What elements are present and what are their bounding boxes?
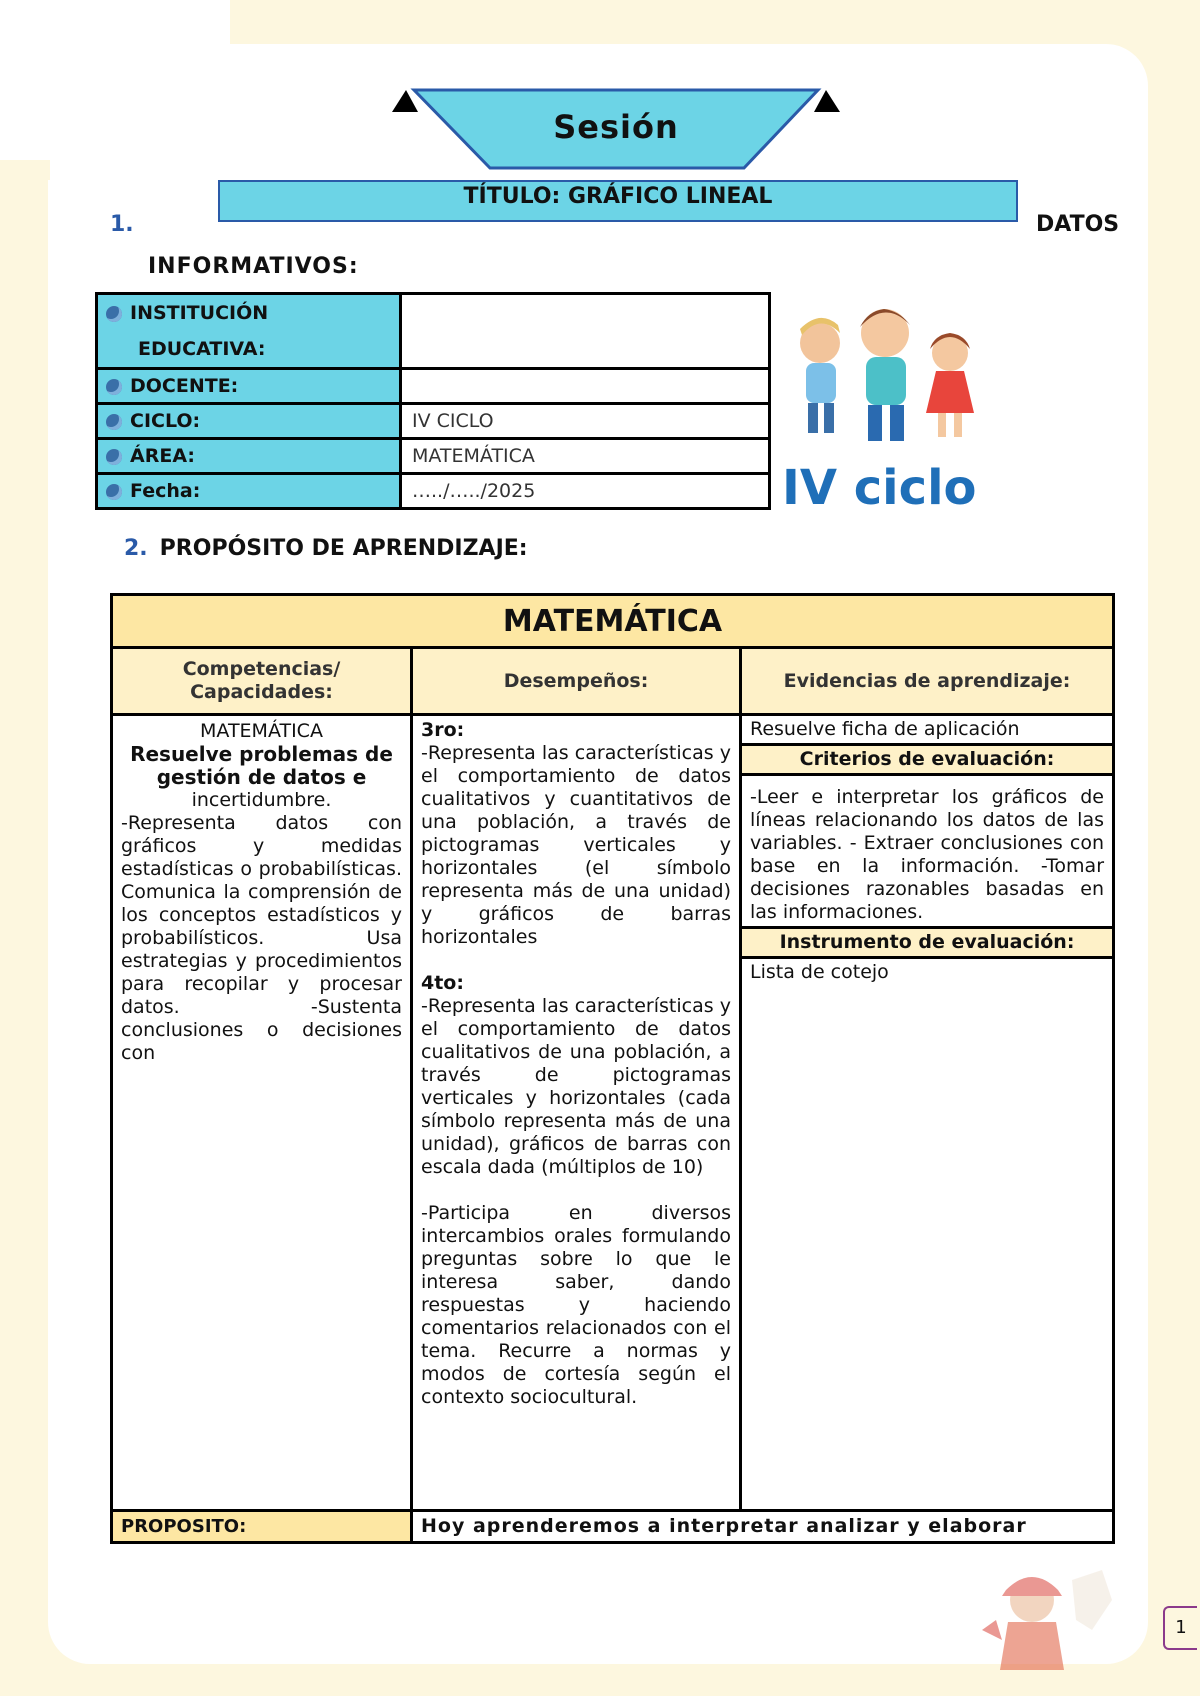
globe-icon (106, 414, 122, 430)
instrumento: Lista de cotejo (750, 961, 889, 983)
des-3-body: -Representa las características y el comportamiento de datos cualitativos y cuantitativos de una población, a través de pictogramas verticales y horizontales (el símbolo representa más de una unidad) y gráficos de barras horizontales (421, 742, 731, 948)
evidencias-inner (742, 716, 1112, 986)
info-value-area: MATEMÁTICA (401, 439, 770, 474)
des-3-head: 3ro: (421, 719, 465, 741)
des-4-head: 4to: (421, 972, 464, 994)
section-2-heading (124, 536, 528, 561)
globe-icon (106, 449, 122, 465)
col-evidencias: Evidencias de aprendizaje: (741, 648, 1114, 715)
instrumento-label: Instrumento de evaluación: (742, 928, 1112, 958)
col-desempenos: Desempeños: (412, 648, 741, 715)
section-1-number: 1. (110, 212, 134, 237)
competencias-cell (112, 715, 412, 1511)
info-row-docente (97, 369, 770, 404)
criterios-body: -Leer e interpretar los gráficos de líneas relacionando los datos de las variables. - Extraer conclusiones con base en la información. -Tomar decisiones razonables basadas en las informaciones. (742, 775, 1112, 928)
info-value-ciclo: IV CICLO (401, 404, 770, 439)
section-1-heading-part1: DATOS (1036, 212, 1120, 237)
label-institucion: INSTITUCIÓN (130, 302, 269, 324)
col-competencias: Competencias/ Capacidades: (112, 648, 412, 715)
ciclo-badge: IV ciclo (782, 460, 977, 516)
comp-area: MATEMÁTICA (200, 720, 323, 742)
info-value-institucion[interactable] (401, 294, 770, 369)
label-docente: DOCENTE: (130, 375, 239, 397)
des-extra: -Participa en diversos intercambios orales formulando preguntas sobre lo que le interesa saber, dando respuestas y haciendo comentarios relacionados con el tema. Recurre a normas y modos de cortesía según el contexto sociocultural. (421, 1202, 731, 1408)
desempenos-cell (412, 715, 741, 1511)
matematica-heading: MATEMÁTICA (112, 595, 1114, 648)
matematica-table (110, 593, 1115, 1544)
session-title: Sesión (553, 108, 679, 146)
comp-body: -Representa datos con gráficos y medidas estadísticas o probabilísticas. Comunica la comprensión de los conceptos estadísticos y probabilísticos. Usa estrategias y procedimientos para recopilar y procesar datos. -Sustenta conclusiones o decisiones con (121, 812, 402, 1064)
page-notch (0, 160, 50, 180)
section-2-number: 2. (124, 536, 148, 561)
page-number: 1 (1163, 1606, 1197, 1650)
evidencia: Resuelve ficha de aplicación (742, 716, 1112, 745)
info-label (97, 439, 401, 474)
globe-icon (106, 306, 122, 322)
session-banner (392, 86, 840, 170)
info-row-fecha (97, 474, 770, 509)
info-label (97, 404, 401, 439)
globe-icon (106, 484, 122, 500)
label-area: ÁREA: (130, 445, 195, 467)
info-row-institucion (97, 294, 770, 369)
comp-title: Resuelve problemas de gestión de datos e (130, 742, 393, 789)
proposito-text: Hoy aprenderemos a interpretar analizar y elaborar (412, 1511, 1114, 1543)
kids-illustration (780, 295, 1000, 455)
info-value-fecha: …../…../2025 (401, 474, 770, 509)
info-value-docente[interactable] (401, 369, 770, 404)
decorative-illustration (972, 1560, 1122, 1670)
info-table (95, 292, 771, 510)
criterios-label: Criterios de evaluación: (742, 745, 1112, 775)
des-4-body: -Representa las características y el comportamiento de datos cualitativos de una población, a través de pictogramas verticales y horizontales (cada símbolo representa más de una unidad), gráficos de barras con escala dada (múltiplos de 10) (421, 995, 731, 1178)
globe-icon (106, 379, 122, 395)
proposito-label: PROPOSITO: (112, 1511, 412, 1543)
section-2-label: PROPÓSITO DE APRENDIZAJE: (159, 536, 528, 561)
lesson-title: TÍTULO: GRÁFICO LINEAL (218, 180, 1018, 222)
info-label (97, 369, 401, 404)
label-educativa: EDUCATIVA: (138, 338, 266, 360)
comp-title2: incertidumbre. (191, 789, 332, 811)
info-row-area (97, 439, 770, 474)
info-label (97, 474, 401, 509)
info-label (97, 294, 401, 369)
section-1-heading-part2: INFORMATIVOS: (148, 254, 359, 279)
label-fecha: Fecha: (130, 480, 201, 502)
info-row-ciclo (97, 404, 770, 439)
evidencias-cell (741, 715, 1114, 1511)
label-ciclo: CICLO: (130, 410, 201, 432)
